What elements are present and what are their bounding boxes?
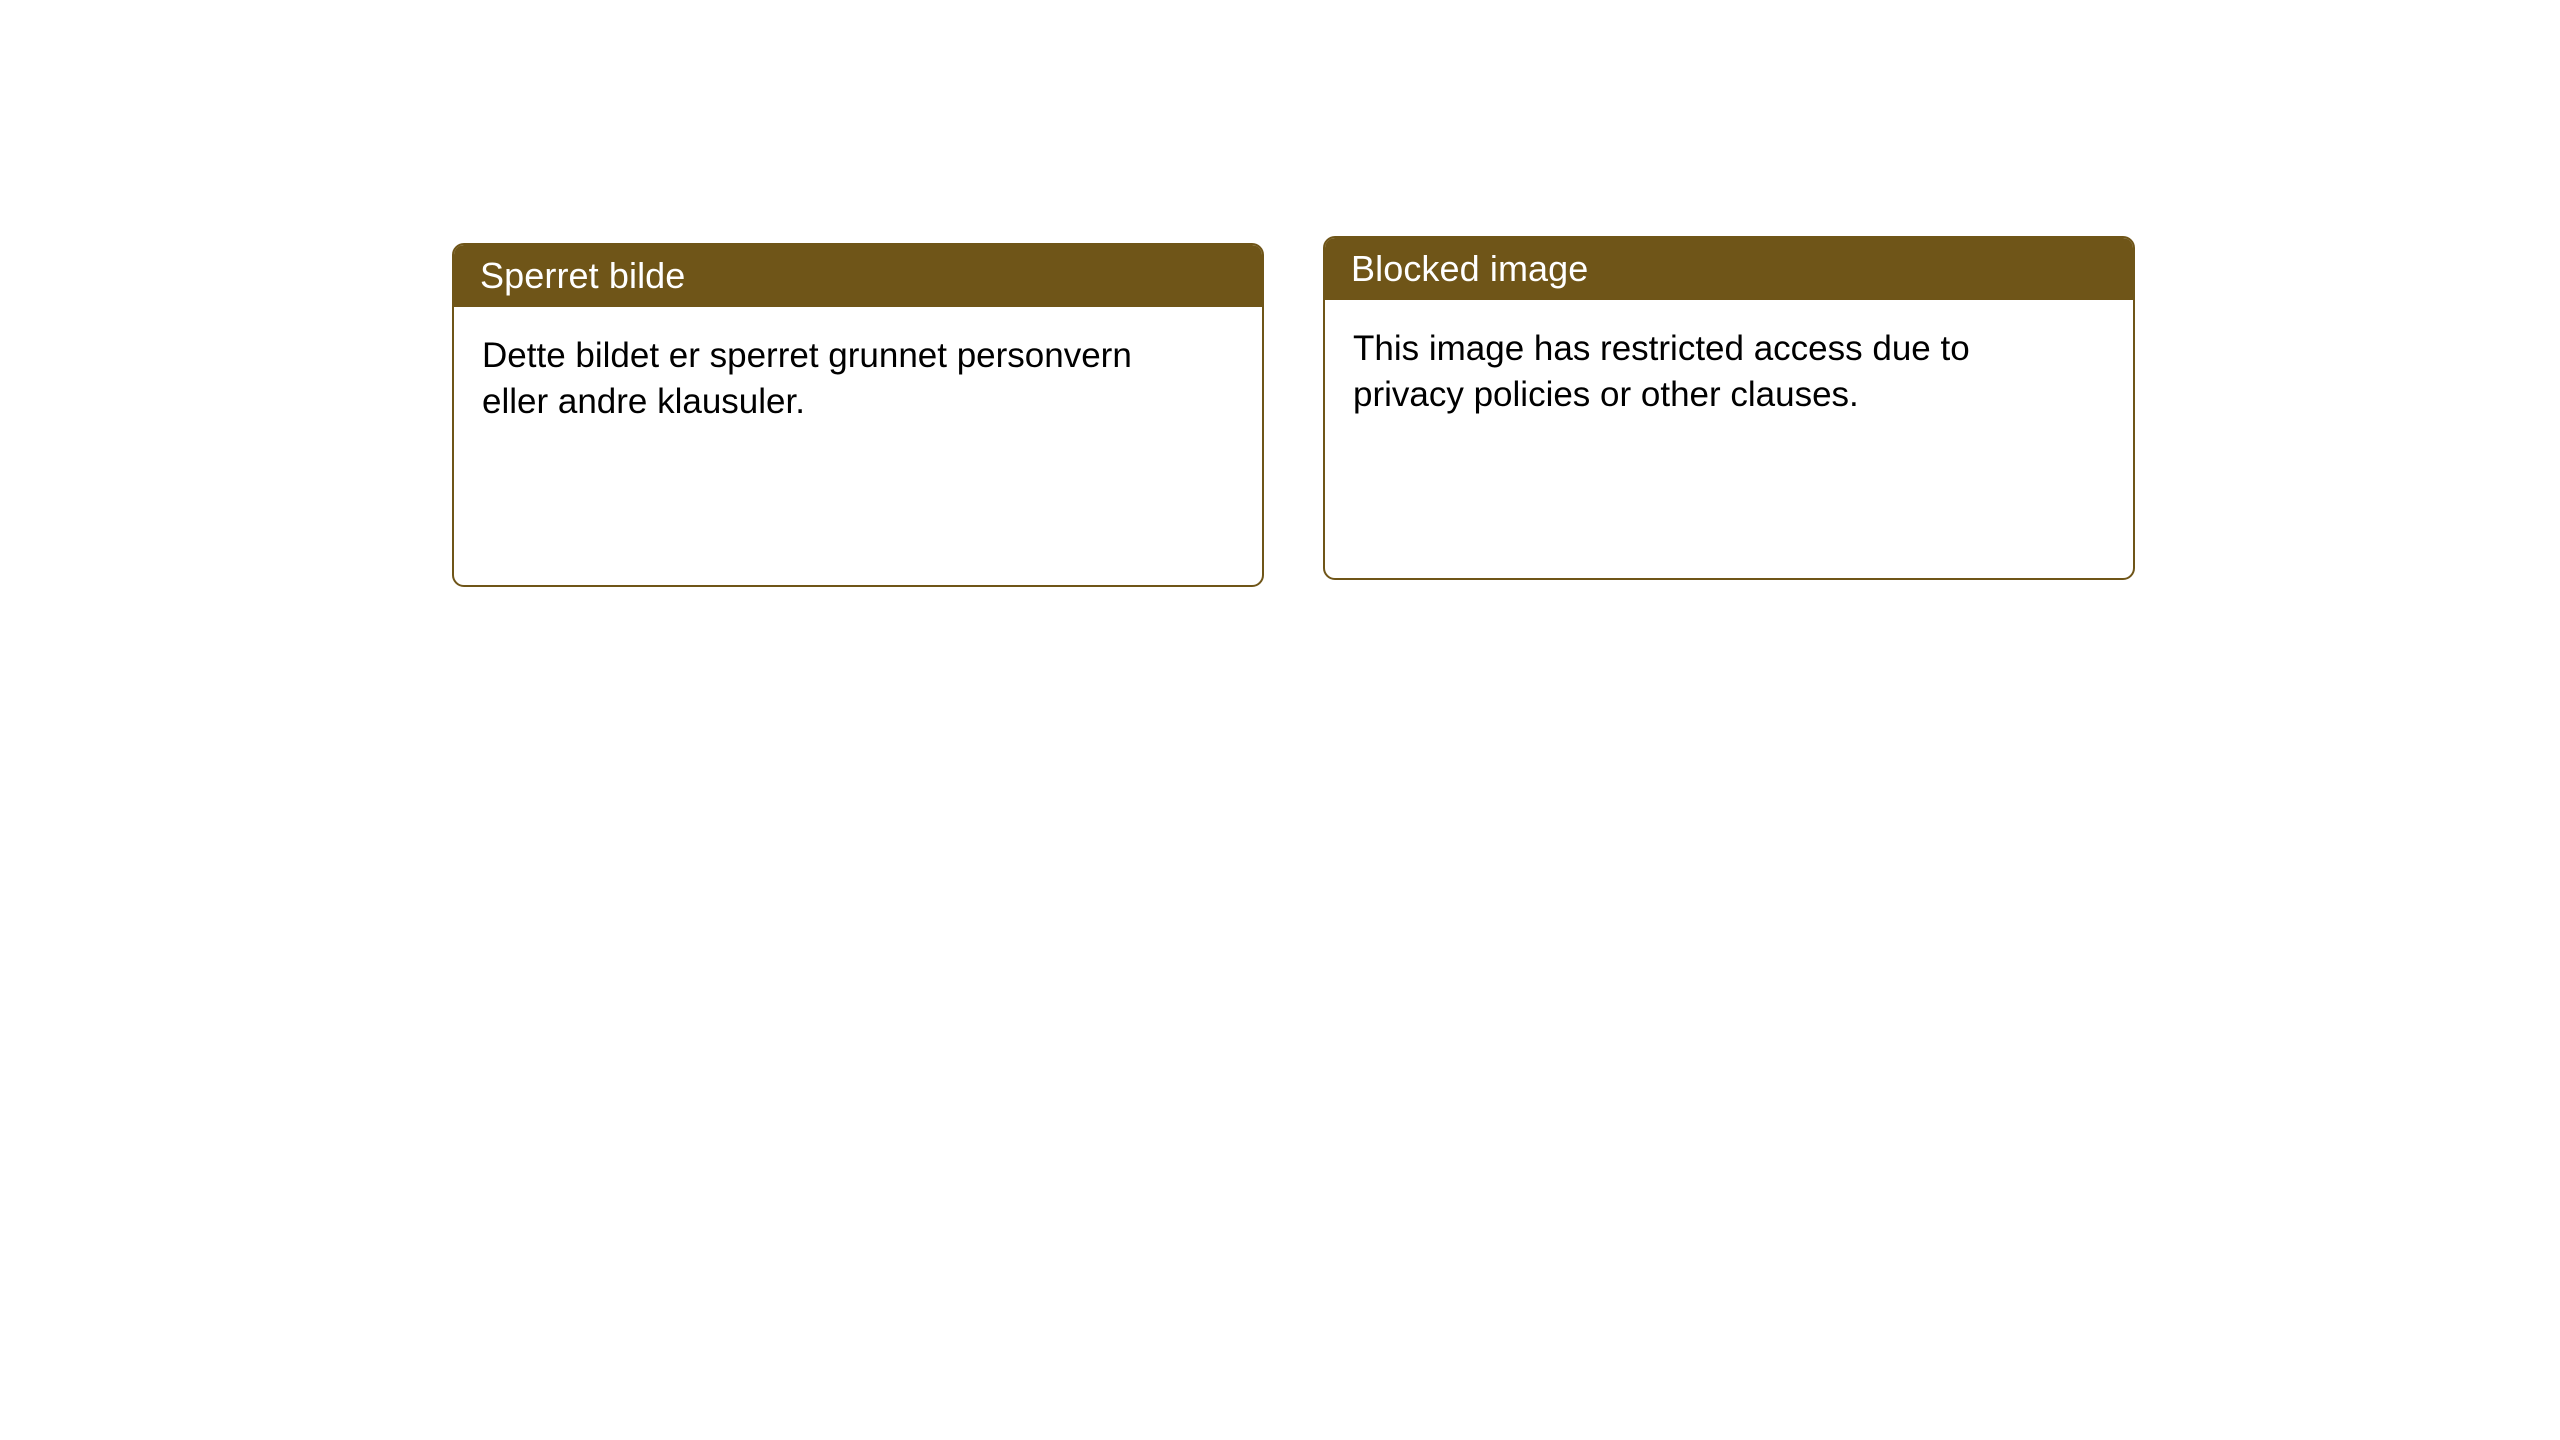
notice-title-no: Sperret bilde (480, 255, 686, 296)
notice-body-text-en: This image has restricted access due to privacy policies or other clauses. (1353, 329, 1970, 415)
blocked-image-notice-en (1323, 236, 2135, 580)
notice-body-text-no: Dette bildet er sperret grunnet personvern eller andre klausuler. (482, 336, 1132, 422)
notice-title-bar-no (454, 245, 1262, 307)
notice-title-en: Blocked image (1351, 248, 1589, 289)
notice-body-en (1325, 300, 2133, 418)
notice-title-bar-en (1325, 238, 2133, 300)
blocked-image-notice-no (452, 243, 1264, 587)
notice-body-no (454, 307, 1262, 425)
